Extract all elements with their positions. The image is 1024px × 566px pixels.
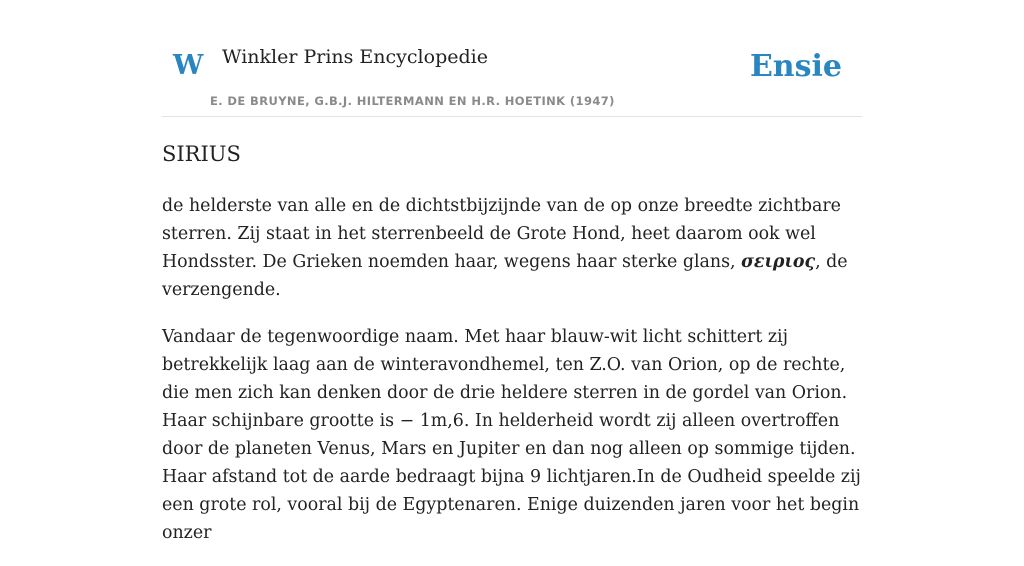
entry-body — [162, 192, 862, 566]
logo-icon[interactable]: W — [173, 50, 204, 81]
paragraph-1-text: de helderste van alle en de dichtstbijzijnde van de op onze breedte zichtbare sterren. Zij staat in het sterrenbeeld de Grote Hond, heet daarom ook wel Hondsster. De Grieken noemden haar, wegens haar sterke glans, — [162, 196, 841, 272]
paragraph-1 — [162, 192, 862, 304]
book-authors: E. DE BRUYNE, G.B.J. HILTERMANN EN H.R. HOETINK (1947) — [210, 94, 615, 108]
site-header — [162, 0, 862, 117]
book-title[interactable]: Winkler Prins Encyclopedie — [222, 46, 488, 68]
paragraph-1-end: , de verzengende. — [162, 252, 848, 300]
entry-title: SIRIUS — [162, 142, 241, 166]
paragraph-2: Vandaar de tegenwoordige naam. Met haar blauw-wit licht schittert zij betrekkelijk laag aan de winteravondhemel, ten Z.O. van Orion, op de rechte, die men zich kan denken door de drie heldere sterren in de gordel van Orion. Haar schijnbare grootte is − 1m,6. In helderheid wordt zij alleen overtroffen door de planeten Venus, Mars en Jupiter en dan nog alleen op sommige tijden. Haar afstand tot de aarde bedraagt bijna 9 lichtjaren.In de Oudheid speelde zij een grote rol, vooral bij de Egyptenaren. Enige duizenden jaren voor het begin onzer — [162, 327, 861, 543]
greek-word: σειριος — [741, 252, 816, 272]
brand-logo[interactable]: Ensie — [749, 49, 842, 84]
